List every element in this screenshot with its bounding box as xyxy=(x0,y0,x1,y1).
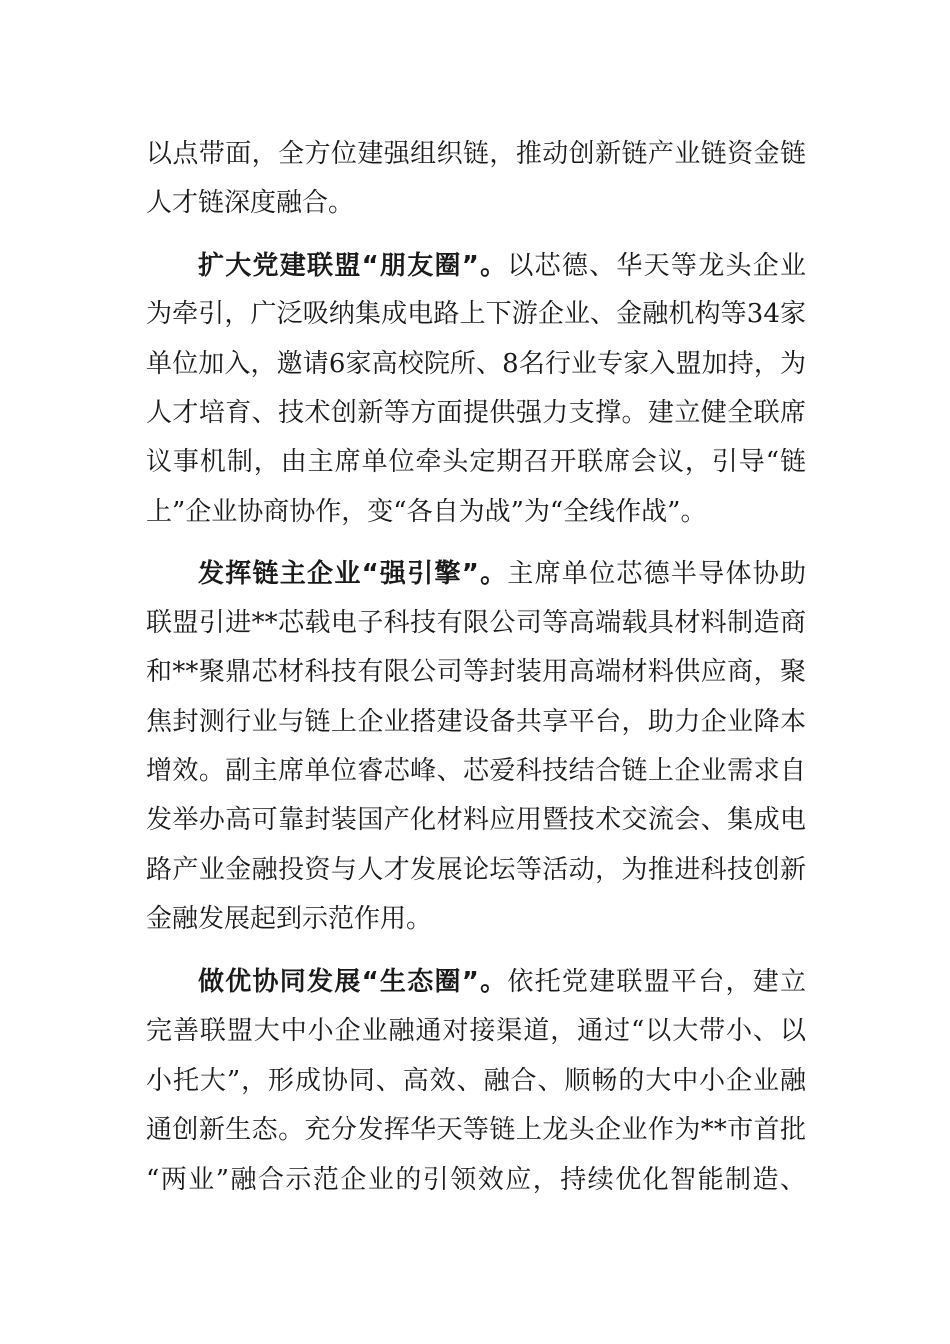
body-text-line: 以点带面，全方位建强组织链，推动创新链产业链资金链 xyxy=(146,139,806,169)
body-text-line: 议事机制，由主席单位牵头定期召开联席会议，引导“链 xyxy=(146,447,806,477)
paragraph-first-line xyxy=(198,554,806,594)
body-text: 以芯德、华天等龙头企业 xyxy=(507,251,806,281)
body-text: 主席单位芯德半导体协助 xyxy=(507,559,806,589)
body-text-line: 上”企业协商协作，变“各自为战”为“全线作战”。 xyxy=(146,497,707,527)
paragraph-first-line xyxy=(198,962,806,1002)
body-text-line: 通创新生态。充分发挥华天等链上龙头企业作为**市首批 xyxy=(146,1115,806,1145)
paragraph-heading: 做优协同发展“生态圈”。 xyxy=(198,967,508,997)
body-text-line: 人才培育、技术创新等方面提供强力支撑。建立健全联席 xyxy=(146,398,806,428)
paragraph-first-line xyxy=(198,246,806,286)
body-text-line: 焦封测行业与链上企业搭建设备共享平台，助力企业降本 xyxy=(146,707,806,737)
body-text-line: 金融发展起到示范作用。 xyxy=(146,904,433,934)
body-text-line: 发举办高可靠封装国产化材料应用暨技术交流会、集成电 xyxy=(146,805,806,835)
paragraph-heading: 扩大党建联盟“朋友圈”。 xyxy=(198,251,508,281)
body-text-line: 为牵引，广泛吸纳集成电路上下游企业、金融机构等34家 xyxy=(146,299,806,329)
body-text-line: 路产业金融投资与人才发展论坛等活动，为推进科技创新 xyxy=(146,855,806,885)
body-text-line: 单位加入，邀请6家高校院所、8名行业专家入盟加持，为 xyxy=(146,349,806,379)
body-text-line: 和**聚鼎芯材科技有限公司等封装用高端材料供应商，聚 xyxy=(146,657,806,687)
body-text-line: 完善联盟大中小企业融通对接渠道，通过“以大带小、以 xyxy=(146,1016,806,1046)
paragraph-heading: 发挥链主企业“强引擎”。 xyxy=(198,559,508,589)
body-text-line: 增效。副主席单位睿芯峰、芯爱科技结合链上企业需求自 xyxy=(146,756,806,786)
body-text-line: 联盟引进**芯载电子科技有限公司等高端载具材料制造商 xyxy=(146,608,806,638)
body-text-line: “两业”融合示范企业的引领效应，持续优化智能制造、 xyxy=(146,1165,806,1195)
body-text-line: 人才链深度融合。 xyxy=(146,188,355,218)
body-text-line: 小托大”，形成协同、高效、融合、顺畅的大中小企业融 xyxy=(146,1066,806,1096)
body-text: 依托党建联盟平台，建立 xyxy=(507,967,806,997)
